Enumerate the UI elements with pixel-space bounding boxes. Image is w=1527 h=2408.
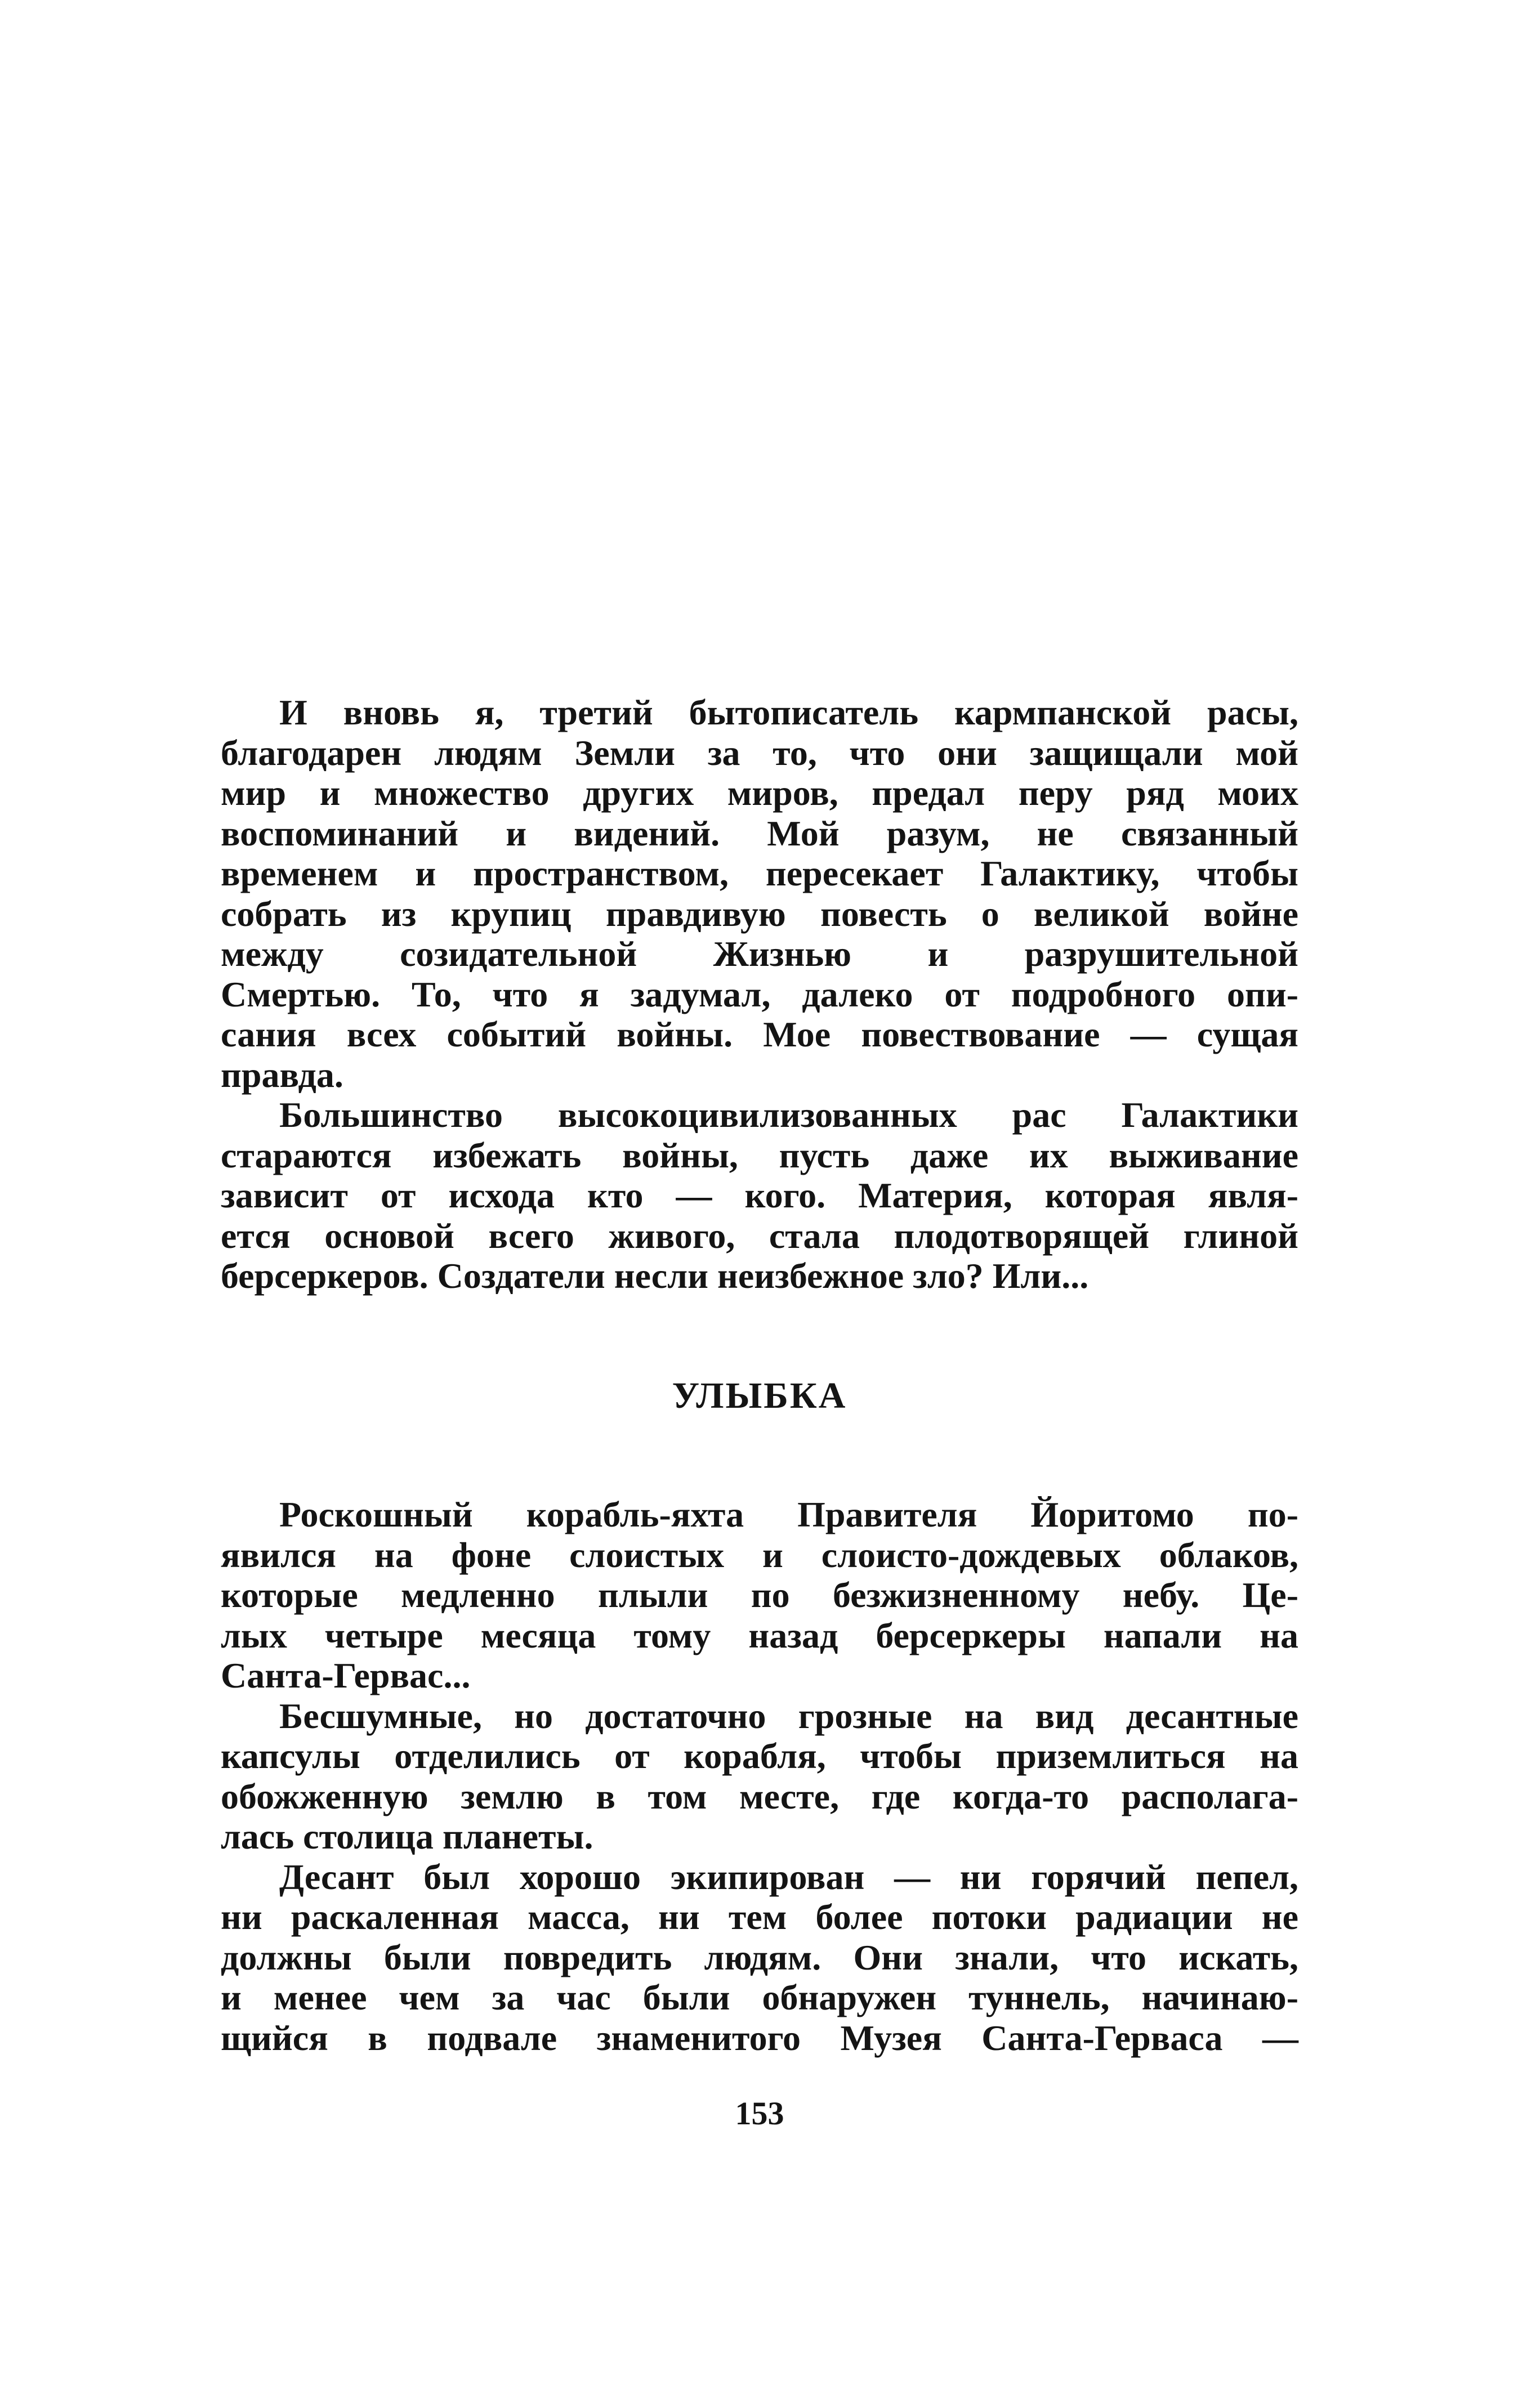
text-line: временем и пространством, пересекает Галактику, чтобы (221, 853, 1298, 893)
text-line: Большинство высокоцивилизованных рас Галактики (279, 1095, 1298, 1135)
text-line: воспоминаний и видений. Мой разум, не связанный (221, 813, 1298, 853)
text-line: ни раскаленная масса, ни тем более потоки радиации не (221, 1897, 1298, 1937)
text-line: берсеркеров. Создатели несли неизбежное зло? Или... (221, 1256, 1089, 1296)
text-line: мир и множество других миров, предал перу ряд моих (221, 773, 1298, 813)
text-line: явился на фоне слоистых и слоисто-дождевых облаков, (221, 1534, 1298, 1575)
text-line: зависит от исхода кто — кого. Материя, которая явля- (221, 1175, 1298, 1215)
intro-text-block (221, 692, 1298, 1296)
text-line: правда. (221, 1054, 343, 1095)
text-line: между созидательной Жизнью и разрушительной (221, 934, 1298, 974)
text-line: лась столица планеты. (221, 1816, 593, 1856)
page-number: 153 (735, 2095, 784, 2132)
story-text-block (221, 1494, 1298, 2058)
text-line: щийся в подвале знаменитого Музея Санта-Герваса — (221, 2017, 1298, 2058)
chapter-title: УЛЫБКА (672, 1375, 847, 1416)
text-line: должны были повредить людям. Они знали, что искать, (221, 1937, 1298, 1977)
text-line: лых четыре месяца тому назад берсеркеры напали на (221, 1615, 1298, 1655)
text-line: Бесшумные, но достаточно грозные на вид десантные (279, 1695, 1298, 1736)
text-line: ется основой всего живого, стала плодотворящей глиной (221, 1215, 1298, 1256)
text-line: капсулы отделились от корабля, чтобы приземлиться на (221, 1736, 1298, 1776)
text-line: Санта-Гервас... (221, 1655, 471, 1695)
text-line: которые медленно плыли по безжизненному небу. Це- (221, 1575, 1298, 1615)
text-line: обожженную землю в том месте, где когда-то располага- (221, 1776, 1298, 1816)
text-line: Роскошный корабль-яхта Правителя Йоритомо по- (279, 1494, 1298, 1534)
text-line: и менее чем за час были обнаружен туннель, начинаю- (221, 1977, 1298, 2017)
text-line: И вновь я, третий бытописатель кармпанской расы, (279, 692, 1298, 732)
text-line: Десант был хорошо экипирован — ни горячий пепел, (279, 1856, 1298, 1897)
text-line: сания всех событий войны. Мое повествование — сущая (221, 1014, 1298, 1054)
text-line: Смертью. То, что я задумал, далеко от подробного опи- (221, 974, 1298, 1014)
text-line: собрать из крупиц правдивую повесть о великой войне (221, 893, 1298, 934)
text-line: стараются избежать войны, пусть даже их выживание (221, 1135, 1298, 1175)
text-line: благодарен людям Земли за то, что они защищали мой (221, 732, 1298, 773)
